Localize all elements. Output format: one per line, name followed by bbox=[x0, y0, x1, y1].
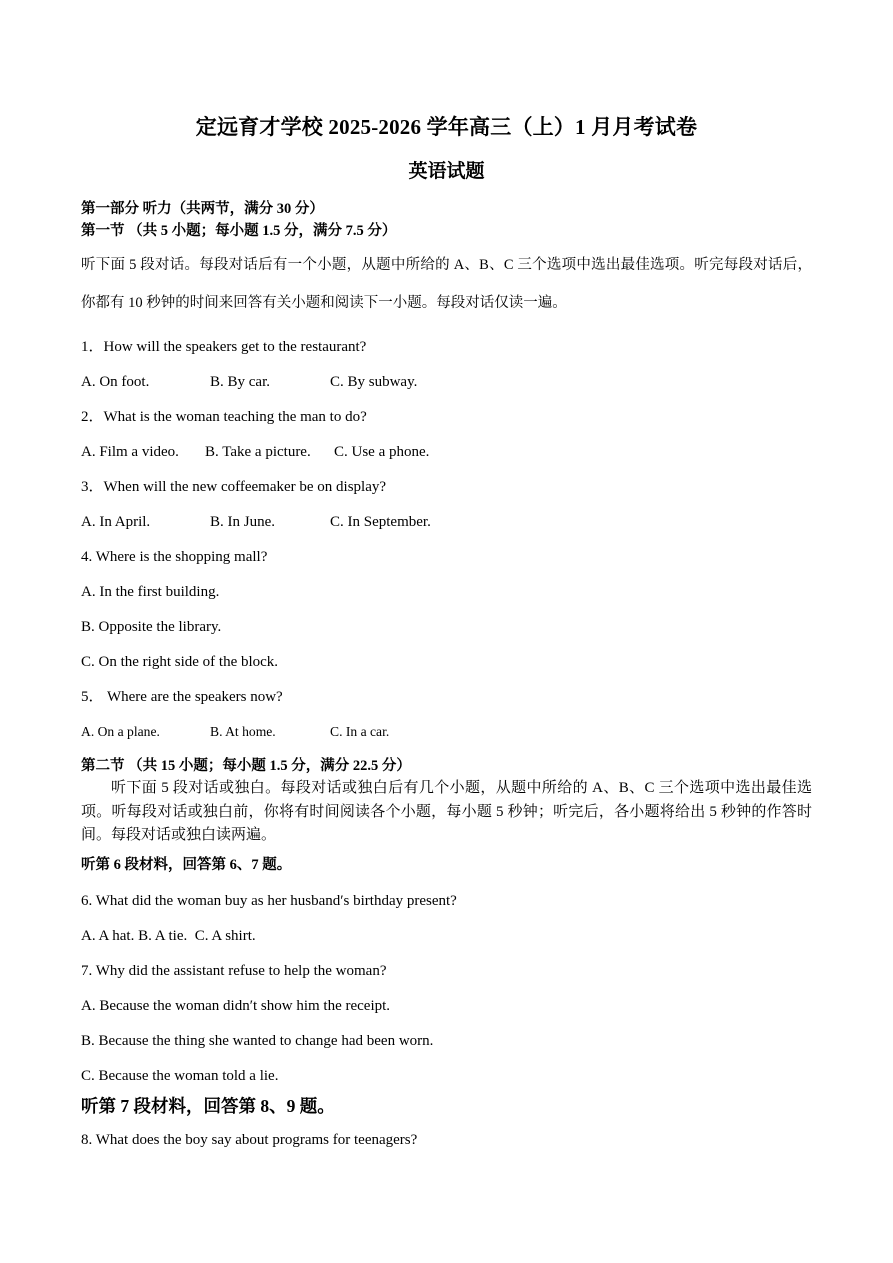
option-b-5[interactable]: B. At home. bbox=[210, 724, 276, 739]
question-options-3 bbox=[81, 512, 812, 532]
option-a-1[interactable]: A. On foot. bbox=[81, 374, 150, 390]
section-one-instruction: 听下面 5 段对话。每段对话后有一个小题，从题中所给的 A、B、C 三个选项中选出最佳选项。听完每段对话后，你都有 10 秒钟的时间来回答有关小题和阅读下一小题。每段对话仅读一遍。 bbox=[81, 257, 812, 311]
option-c-3[interactable]: C. In September. bbox=[330, 514, 431, 530]
option-a-5[interactable]: A. On a plane. bbox=[81, 724, 160, 739]
question-stem-1: 1．How will the speakers get to the restaurant? bbox=[81, 339, 367, 355]
option-a-3[interactable]: A. In April. bbox=[81, 514, 151, 530]
page-subtitle: 英语试题 bbox=[408, 161, 485, 182]
option-c-7[interactable]: C. Because the woman told a lie. bbox=[81, 1067, 279, 1084]
option-a-7[interactable]: A. Because the woman didn′t show him the receipt. bbox=[81, 997, 391, 1014]
option-c-1[interactable]: C. By subway. bbox=[330, 374, 418, 390]
option-b-7[interactable]: B. Because the thing she wanted to change had been worn. bbox=[81, 1032, 434, 1049]
option-b-1[interactable]: B. By car. bbox=[210, 374, 270, 390]
question-options-6[interactable]: A. A hat. B. A tie. C. A shirt. bbox=[81, 927, 256, 944]
section-two-heading: 第二节 （共 15 小题；每小题 1.5 分，满分 22.5 分） bbox=[81, 758, 411, 774]
option-c-5[interactable]: C. In a car. bbox=[330, 724, 390, 739]
question-stem-4: 4. Where is the shopping mall? bbox=[81, 549, 268, 565]
question-stem-3: 3．When will the new coffeemaker be on display? bbox=[81, 479, 387, 495]
question-options-5 bbox=[81, 722, 812, 742]
option-b-3[interactable]: B. In June. bbox=[210, 514, 275, 530]
page-title: 定远育才学校 2025-2026 学年高三（上）1 月月考试卷 bbox=[195, 115, 698, 139]
section-one-heading: 第一节 （共 5 小题；每小题 1.5 分，满分 7.5 分） bbox=[81, 223, 397, 239]
option-c-4[interactable]: C. On the right side of the block. bbox=[81, 654, 279, 670]
option-a-4[interactable]: A. In the first building. bbox=[81, 584, 220, 600]
question-options-2 bbox=[81, 442, 812, 462]
material-seven-label: 听第 7 段材料，回答第 8、9 题。 bbox=[81, 1095, 335, 1116]
material-six-label: 听第 6 段材料，回答第 6、7 题。 bbox=[81, 856, 292, 873]
option-a-2[interactable]: A. Film a video. bbox=[81, 444, 179, 460]
section-two-instruction: 听下面 5 段对话或独白。每段对话或独白后有几个小题，从题中所给的 A、B、C 三个选项中选出最佳选项。听每段对话或独白前，你将有时间阅读各个小题，每小题 5 秒钟；听完后，各小题将给出 5 秒钟的作答时间。每段对话或独白读两遍。 bbox=[81, 780, 812, 843]
part-one-heading: 第一部分 听力（共两节，满分 30 分） bbox=[81, 201, 324, 217]
option-b-2[interactable]: B. Take a picture. bbox=[205, 444, 311, 460]
question-stem-2: 2．What is the woman teaching the man to do? bbox=[81, 409, 367, 425]
question-stem-6: 6. What did the woman buy as her husband′s birthday present? bbox=[81, 892, 457, 909]
question-stem-7: 7. Why did the assistant refuse to help the woman? bbox=[81, 962, 387, 979]
option-c-2[interactable]: C. Use a phone. bbox=[334, 444, 430, 460]
question-stem-8: 8. What does the boy say about programs for teenagers? bbox=[81, 1131, 418, 1148]
option-b-4[interactable]: B. Opposite the library. bbox=[81, 619, 222, 635]
question-stem-5: 5． Where are the speakers now? bbox=[81, 689, 283, 705]
question-options-1 bbox=[81, 372, 812, 392]
